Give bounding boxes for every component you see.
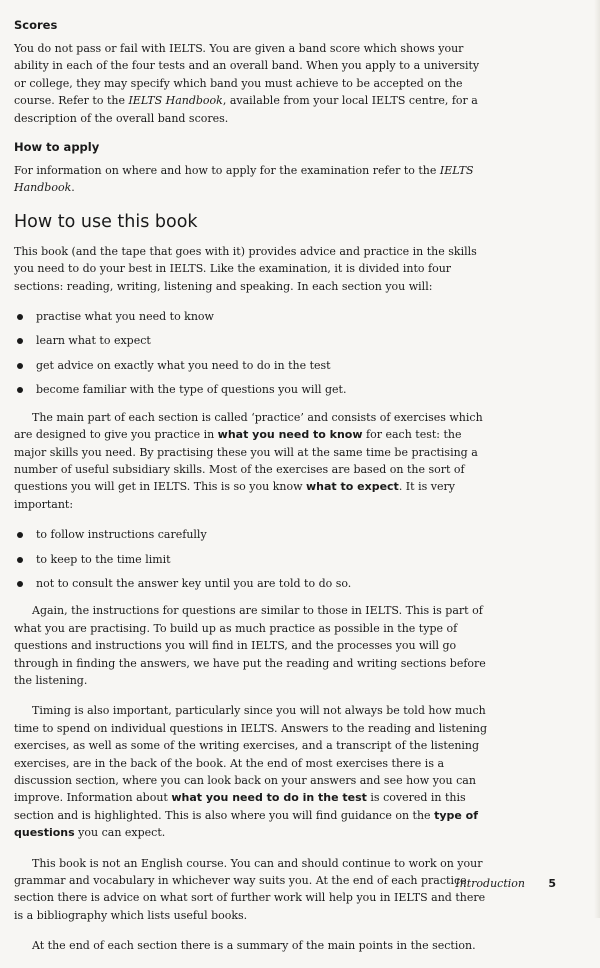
bullet-icon	[17, 338, 23, 344]
list-item: become familiar with the type of questions you will get.	[14, 381, 494, 398]
bullet-icon	[17, 581, 23, 587]
how-to-use-intro: This book (and the tape that goes with it) provides advice and practice in the skills you need to do your best in IELTS. Like the examination, it is divided into four sections: reading, writing, listening and speaking. In each section you will:	[14, 244, 477, 293]
page-footer	[440, 877, 560, 895]
page-edge-shadow	[594, 0, 600, 918]
summary-paragraph: At the end of each section there is a summary of the main points in the section.	[32, 939, 476, 953]
how-to-use-heading: How to use this book	[14, 211, 198, 232]
handbook-title: IELTS Handbook	[128, 94, 223, 108]
page-number: 5	[548, 877, 556, 890]
bullet-icon	[17, 557, 23, 563]
bullet-icon	[17, 387, 23, 393]
handbook-title: IELTS Handbook	[14, 164, 474, 195]
instructions-paragraph: Again, the instructions for questions are similar to those in IELTS. This is part of what you are practising. To build up as much practice as possible in the type of questions and instructions you will find in IELTS, and the processes you will go through in finding the answers, we have put the reading and writing sections before the listening.	[14, 604, 486, 687]
list-item: not to consult the answer key until you are told to do so.	[14, 575, 494, 592]
page-content	[14, 18, 494, 968]
scores-heading: Scores	[14, 18, 58, 32]
highlight-what-to-expect: what to expect	[305, 480, 399, 494]
bullet-icon	[17, 363, 23, 369]
highlight-type-of-questions: type of questions	[14, 808, 478, 840]
how-to-apply-paragraph: For information on where and how to apply for the examination refer to the IELTS Handbook.	[14, 164, 474, 195]
bullet-icon	[17, 314, 23, 320]
timing-paragraph: Timing is also important, particularly since you will not always be told how much time to spend on individual questions in IELTS. Answers to the reading and listening exercises, as well as some of the writing exercises, and a transcript of the listening exercises, are in the back of the book. At the end of most exercises there is a discussion section, where you can look back on your answers and see how you can improve. Information about what you need to do in the test is covered in this section and is highlighted. This is also where you will find guidance on the type of questions you can expect.	[14, 704, 488, 840]
skills-bullet-list	[14, 308, 494, 399]
practice-paragraph: The main part of each section is called ‘practice’ and consists of exercises which are designed to give you practice in what you need to know for each test: the major skills you need. By practising these you will at the same time be practising a number of useful subsidiary skills. Most of the exercises are based on the sort of questions you will get in IELTS. This is so you know what to expect. It is very important:	[14, 410, 483, 511]
list-item: practise what you need to know	[14, 308, 494, 325]
english-course-paragraph: This book is not an English course. You can and should continue to work on your grammar and vocabulary in whichever way suits you. At the end of each practice section there is advice on what sort of further work will help you in IELTS and there is a bibliography which lists useful books.	[14, 856, 486, 922]
list-item: get advice on exactly what you need to do in the test	[14, 357, 494, 374]
how-to-apply-heading: How to apply	[14, 140, 100, 155]
important-bullet-list	[14, 526, 494, 592]
list-item: learn what to expect	[14, 332, 494, 349]
highlight-what-you-need-to-do: what you need to do in the test	[171, 791, 367, 805]
highlight-what-you-need-to-know: what you need to know	[217, 428, 363, 442]
list-item: to follow instructions carefully	[14, 526, 494, 543]
scores-paragraph: You do not pass or fail with IELTS. You are given a band score which shows your ability in each of the four tests and an overall band. When you apply to a university or college, they may specify which band you must achieve to be accepted on the course. Refer to the IELTS Handbook, available from your local IELTS centre, for a description of the overall band scores.	[14, 42, 480, 125]
footer-section-label: Introduction	[455, 877, 525, 890]
list-item: to keep to the time limit	[14, 551, 494, 568]
bullet-icon	[17, 532, 23, 538]
